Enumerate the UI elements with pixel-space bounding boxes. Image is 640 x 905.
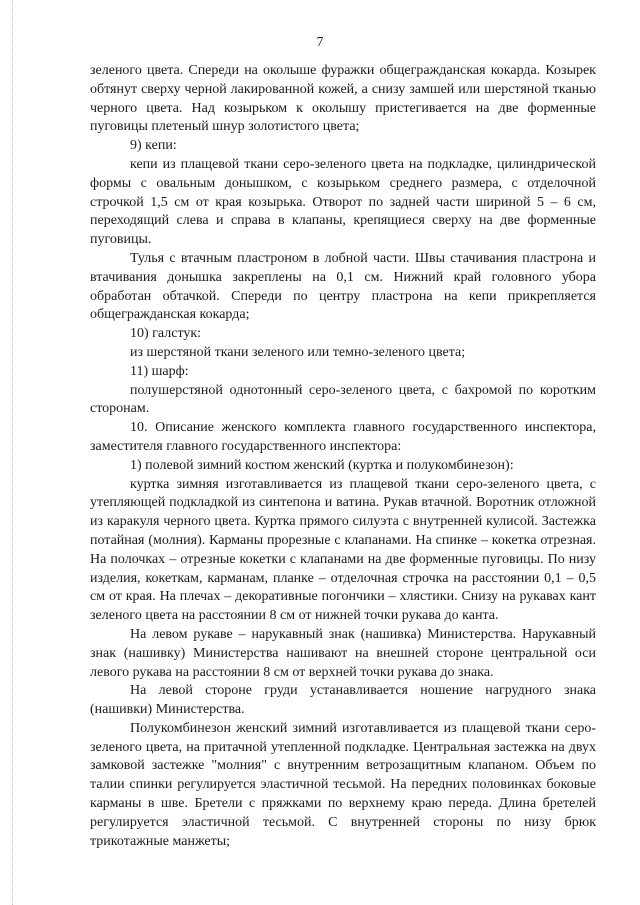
list-item-scarf: 11) шарф: <box>130 363 189 379</box>
document-body <box>90 62 596 851</box>
page-number: 7 <box>316 35 324 50</box>
paragraph-kepi-description: кепи из плащевой ткани серо-зеленого цвета на подкладке, цилиндрической формы с овальным донышком, с козырьком среднего размера, с отделочной строчкой 1,5 см от края козырька. Отворот по задней части шириной 5 – 6 см, переходящий слева и справа в клапаны, крепящиеся сверху на две форменные пуговицы. <box>90 156 596 248</box>
paragraph-cap-continuation: зеленого цвета. Спереди на околыше фуражки общегражданская кокарда. Козырек обтянут сверху черной лакированной кожей, а снизу замшей или шерстяной тканью черного цвета. Над козырьком к околышу пристегивается на две форменные пуговицы плетеный шнур золотистого цвета; <box>90 63 596 135</box>
scan-edge <box>0 0 13 905</box>
list-item-tie: 10) галстук: <box>130 326 202 342</box>
list-item-kepi: 9) кепи: <box>130 138 177 154</box>
list-item-winter-suit: 1) полевой зимний костюм женский (куртка и полукомбинезон): <box>130 457 514 473</box>
paragraph-overalls-description: Полукомбинезон женский зимний изготавливается из плащевой ткани серо-зеленого цвета, на притачной утепленной подкладке. Центральная застежка на двух замковой застежке "молния" с внутренним ветрозащитным клапаном. Объем по талии спинки регулируется эластичной тесьмой. На передних половинках боковые карманы в шве. Бретели с пряжками по верхнему краю переда. Длина бретелей регулируется эластичной тесьмой. С внутренней стороны по низу брюк трикотажные манжеты; <box>90 720 596 849</box>
paragraph-chest-badge: На левой стороне груди устанавливается ношение нагрудного знака (нашивки) Министерства. <box>90 683 596 718</box>
paragraph-sleeve-badge: На левом рукаве – нарукавный знак (нашивка) Министерства. Нарукавный знак (нашивку) Министерства нашивают на внешней стороне центральной оси левого рукава на расстоянии 8 см от верхней точки рукава до знака. <box>90 626 596 680</box>
paragraph-tie-description: из шерстяной ткани зеленого или темно-зеленого цвета; <box>130 344 466 360</box>
paragraph-scarf-description: полушерстяной однотонный серо-зеленого цвета, с бахромой по коротким сторонам. <box>90 382 596 417</box>
section-heading-female-set: 10. Описание женского комплекта главного государственного инспектора, заместителя главного государственного инспектора: <box>90 420 596 454</box>
paragraph-jacket-description: куртка зимняя изготавливается из плащевой ткани серо-зеленого цвета, с утепляющей подкладкой из синтепона и ватина. Рукав втачной. Воротник отложной из каракуля черного цвета. Куртка прямого силуэта с внутренней кулисой. Застежка потайная (молния). Карманы прорезные с клапанами. На спинке – кокетка отрезная. На полочках – отрезные кокетки с клапанами на две форменные пуговицы. По низу изделия, кокеткам, карманам, планке – отделочная строчка на расстоянии 0,1 – 0,5 см от края. На плечах – декоративные погончики – хлястики. Снизу на рукавах кант зеленого цвета на расстоянии 8 см от нижней точки рукава до канта. <box>90 476 596 624</box>
paragraph-tulya: Тулья с втачным пластроном в лобной части. Швы стачивания пластрона и втачивания донышка закреплены на 0,1 см. Нижний край головного убора обработан обтачкой. Спереди по центру пластрона на кепи прикрепляется общегражданская кокарда; <box>90 250 596 323</box>
